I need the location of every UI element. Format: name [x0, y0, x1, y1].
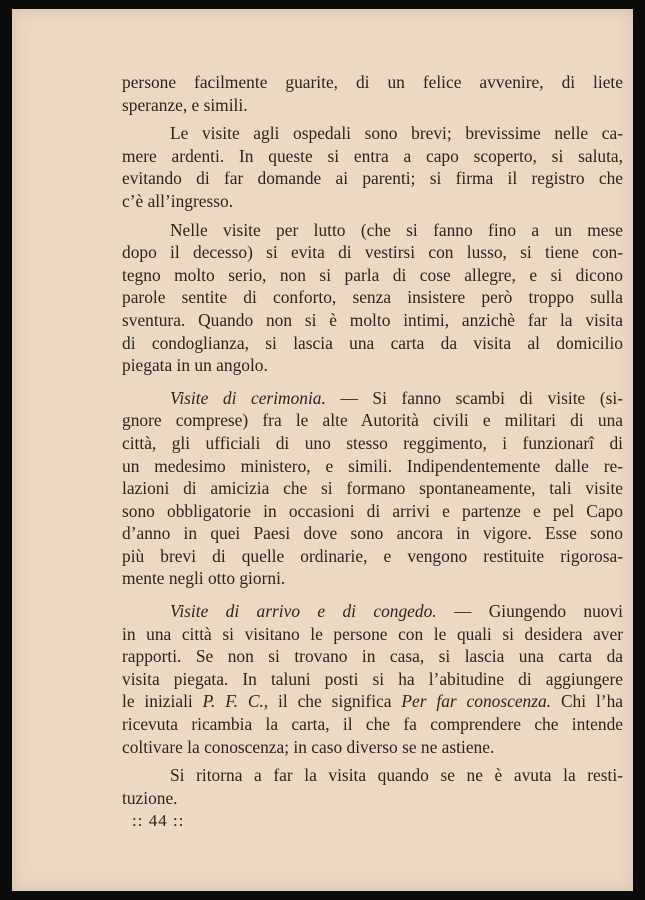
text-line: mente negli otto giorni. — [122, 568, 286, 589]
text-line — [122, 690, 623, 713]
text-line: lazioni di amicizia che si formano spontaneamente, tali visite — [122, 478, 623, 499]
paragraph-2 — [122, 122, 623, 212]
text-line: d’anno in quei Paesi dove sono ancora in vigore. Esse sono — [122, 523, 623, 544]
text-line: di condoglianza, si lascia una carta da visita al domicilio — [122, 332, 623, 353]
paragraph-4 — [122, 387, 623, 590]
text-line: tegno molto serio, non si parla di cose allegre, e si dicono — [122, 264, 623, 285]
paragraph-6 — [122, 764, 623, 809]
section-heading: Visite di arrivo e di congedo. — [170, 601, 437, 622]
text-line: Nelle visite per lutto (che si fanno fino a un mese — [170, 219, 623, 240]
text-line: un medesimo ministero, e simili. Indipendentemente dalle re- — [122, 455, 623, 476]
text-line — [122, 387, 623, 410]
text-fragment: Chi l’ha — [551, 691, 624, 712]
italic-phrase: Per far conoscenza. — [401, 691, 552, 712]
text-line: sono obbligatorie in occasioni di arrivi e partenze e pel Capo — [122, 500, 623, 521]
text-line: gnore comprese) fra le alte Autorità civili e militari di una — [122, 410, 623, 431]
text-line: c’è all’ingresso. — [122, 190, 234, 211]
italic-initials: P. F. C., — [202, 691, 269, 712]
text-line: più brevi di quelle ordinarie, e vengono restituite rigorosa- — [122, 545, 623, 566]
paragraph-1 — [122, 71, 623, 116]
text-line: ricevuta ricambia la carta, il che fa comprendere che intende — [122, 714, 623, 735]
text-fragment: il che significa — [268, 691, 402, 712]
text-line: speranze, e simili. — [122, 94, 248, 115]
text-fragment: — Giungendo nuovi — [436, 601, 623, 622]
text-line: rapporti. Se non si trovano in casa, si lascia una carta da — [122, 646, 623, 667]
text-line: Le visite agli ospedali sono brevi; brevissime nelle ca- — [170, 123, 623, 144]
text-line: visita piegata. In taluni posti si ha l’abitudine di aggiungere — [122, 668, 623, 689]
text-line: evitando di far domande ai parenti; si firma il registro che — [122, 168, 623, 189]
text-line — [122, 600, 623, 623]
body-text — [122, 71, 623, 809]
section-heading: Visite di cerimonia. — [170, 387, 326, 408]
text-line: in una città si visitano le persone con le quali si desidera aver — [122, 623, 623, 644]
text-line: città, gli ufficiali di uno stesso reggimento, i funzionarî di — [122, 432, 623, 453]
text-line: coltivare la conoscenza; in caso diverso se ne astiene. — [122, 736, 495, 757]
text-fragment: — Si fanno scambi di visite (si- — [325, 387, 623, 408]
text-line: parole sentite di conforto, senza insistere però troppo sulla — [122, 287, 623, 308]
book-page — [12, 9, 633, 891]
text-line: sventura. Quando non si è molto intimi, anzichè far la visita — [122, 309, 623, 330]
text-line: Si ritorna a far la visita quando se ne è avuta la resti- — [170, 765, 623, 786]
page-number: :: 44 :: — [132, 811, 185, 830]
text-line: persone facilmente guarite, di un felice avvenire, di liete — [122, 72, 623, 92]
paragraph-3 — [122, 219, 623, 377]
text-line: dopo il decesso) si evita di vestirsi con lusso, si tiene con- — [122, 242, 623, 263]
text-line: piegata in un angolo. — [122, 355, 268, 376]
text-line: mere ardenti. In queste si entra a capo scoperto, si saluta, — [122, 145, 623, 166]
text-fragment: le iniziali — [122, 691, 203, 712]
paragraph-5 — [122, 600, 623, 758]
text-line: tuzione. — [122, 787, 178, 808]
